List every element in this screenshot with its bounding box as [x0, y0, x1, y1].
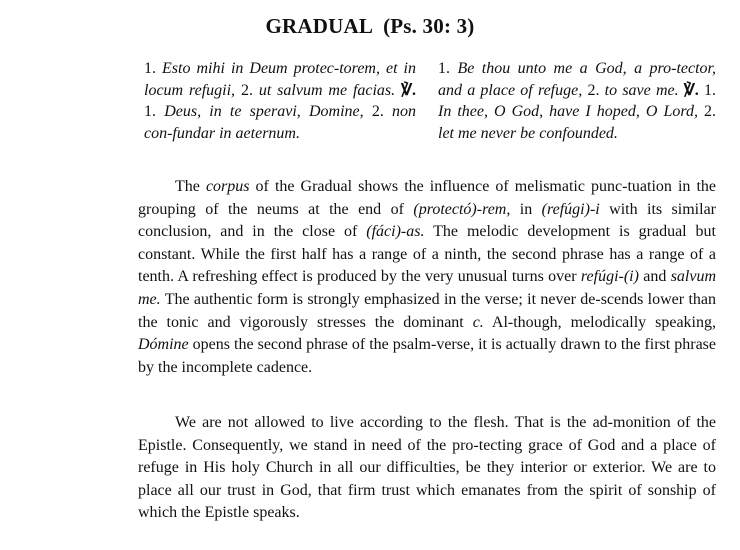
psalm-reference: (Ps. 30: 3) [383, 14, 475, 38]
commentary-italic: Dómine [138, 336, 189, 354]
english-text-column [438, 58, 716, 144]
latin-verse-mark: ℣. [401, 81, 417, 99]
commentary-text: Al-though, melodically speaking, [483, 313, 717, 331]
commentary-italic: c. [472, 313, 484, 331]
commentary-text: The authentic form is strongly emphasized in the verse; it never de-scends lower than the tonic and vigorously stresses the dominant [138, 290, 716, 331]
commentary-italic: (refúgi)-i [541, 200, 600, 218]
latin-part-2: ut salvum me facias. [258, 81, 396, 99]
commentary-text: and [638, 268, 671, 286]
commentary-italic: (protectó)-rem, [413, 200, 511, 218]
page-title [0, 14, 740, 39]
latin-number-3: 1. [144, 103, 156, 121]
commentary-italic: refúgi-(i) [580, 268, 639, 286]
latin-number-2: 2. [240, 81, 253, 99]
latin-part-1: Esto mihi in Deum protec-torem, et in locum refugii, [144, 60, 416, 99]
reflection-paragraph [138, 412, 716, 525]
latin-number-4: 2. [371, 103, 384, 121]
commentary-text: with its similar conclusion, and in the close of [138, 200, 716, 241]
english-number-2: 2. [587, 81, 600, 99]
english-verse-mark: ℣. [683, 81, 699, 99]
latin-text-column [144, 58, 416, 144]
latin-part-4: non con-fundar in aeternum. [144, 103, 417, 142]
commentary-text: in [510, 200, 542, 218]
latin-part-3: Deus, in te speravi, Domine, [164, 103, 364, 121]
latin-number-1: 1. [144, 60, 156, 77]
commentary-text: The melodic development is gradual but constant. While the first half has a range of a ninth, the second phrase has a range of a tenth. A refreshing effect is produced by the very unusual turns over [138, 223, 717, 286]
commentary-text: of the Gradual shows the influence of melismatic punc-tuation in the grouping of the neums at the end of [138, 178, 717, 218]
english-number-1: 1. [438, 60, 450, 77]
english-part-1: Be thou unto me a God, a pro-tector, and a place of refuge, [438, 60, 717, 99]
english-part-2: to save me. [604, 81, 679, 99]
english-part-3: In thee, O God, have I hoped, O Lord, [438, 103, 698, 121]
english-number-4: 2. [704, 103, 717, 121]
commentary-italic: corpus [205, 178, 250, 195]
commentary-paragraph [138, 176, 716, 379]
commentary-italic: (fáci)-as. [366, 223, 425, 241]
title-text: GRADUAL [265, 14, 374, 38]
reflection-text: We are not allowed to live according to the flesh. That is the ad-monition of the Epistle. Consequently, we stand in need of the pro-tecting grace of God and a place of refuge in His holy Church in all our difficulties, be they interior or exterior. We are to place all our trust in God, that firm trust which emanates from the spirit of sonship of which the Epistle speaks. [138, 414, 716, 522]
english-part-4: let me never be confounded. [438, 124, 618, 142]
commentary-italic: salvum me. [138, 268, 717, 308]
commentary-text: The [175, 178, 206, 195]
english-number-3: 1. [704, 81, 717, 99]
commentary-text: opens the second phrase of the psalm-verse, it is actually drawn to the first phrase by the incomplete cadence. [138, 336, 716, 376]
